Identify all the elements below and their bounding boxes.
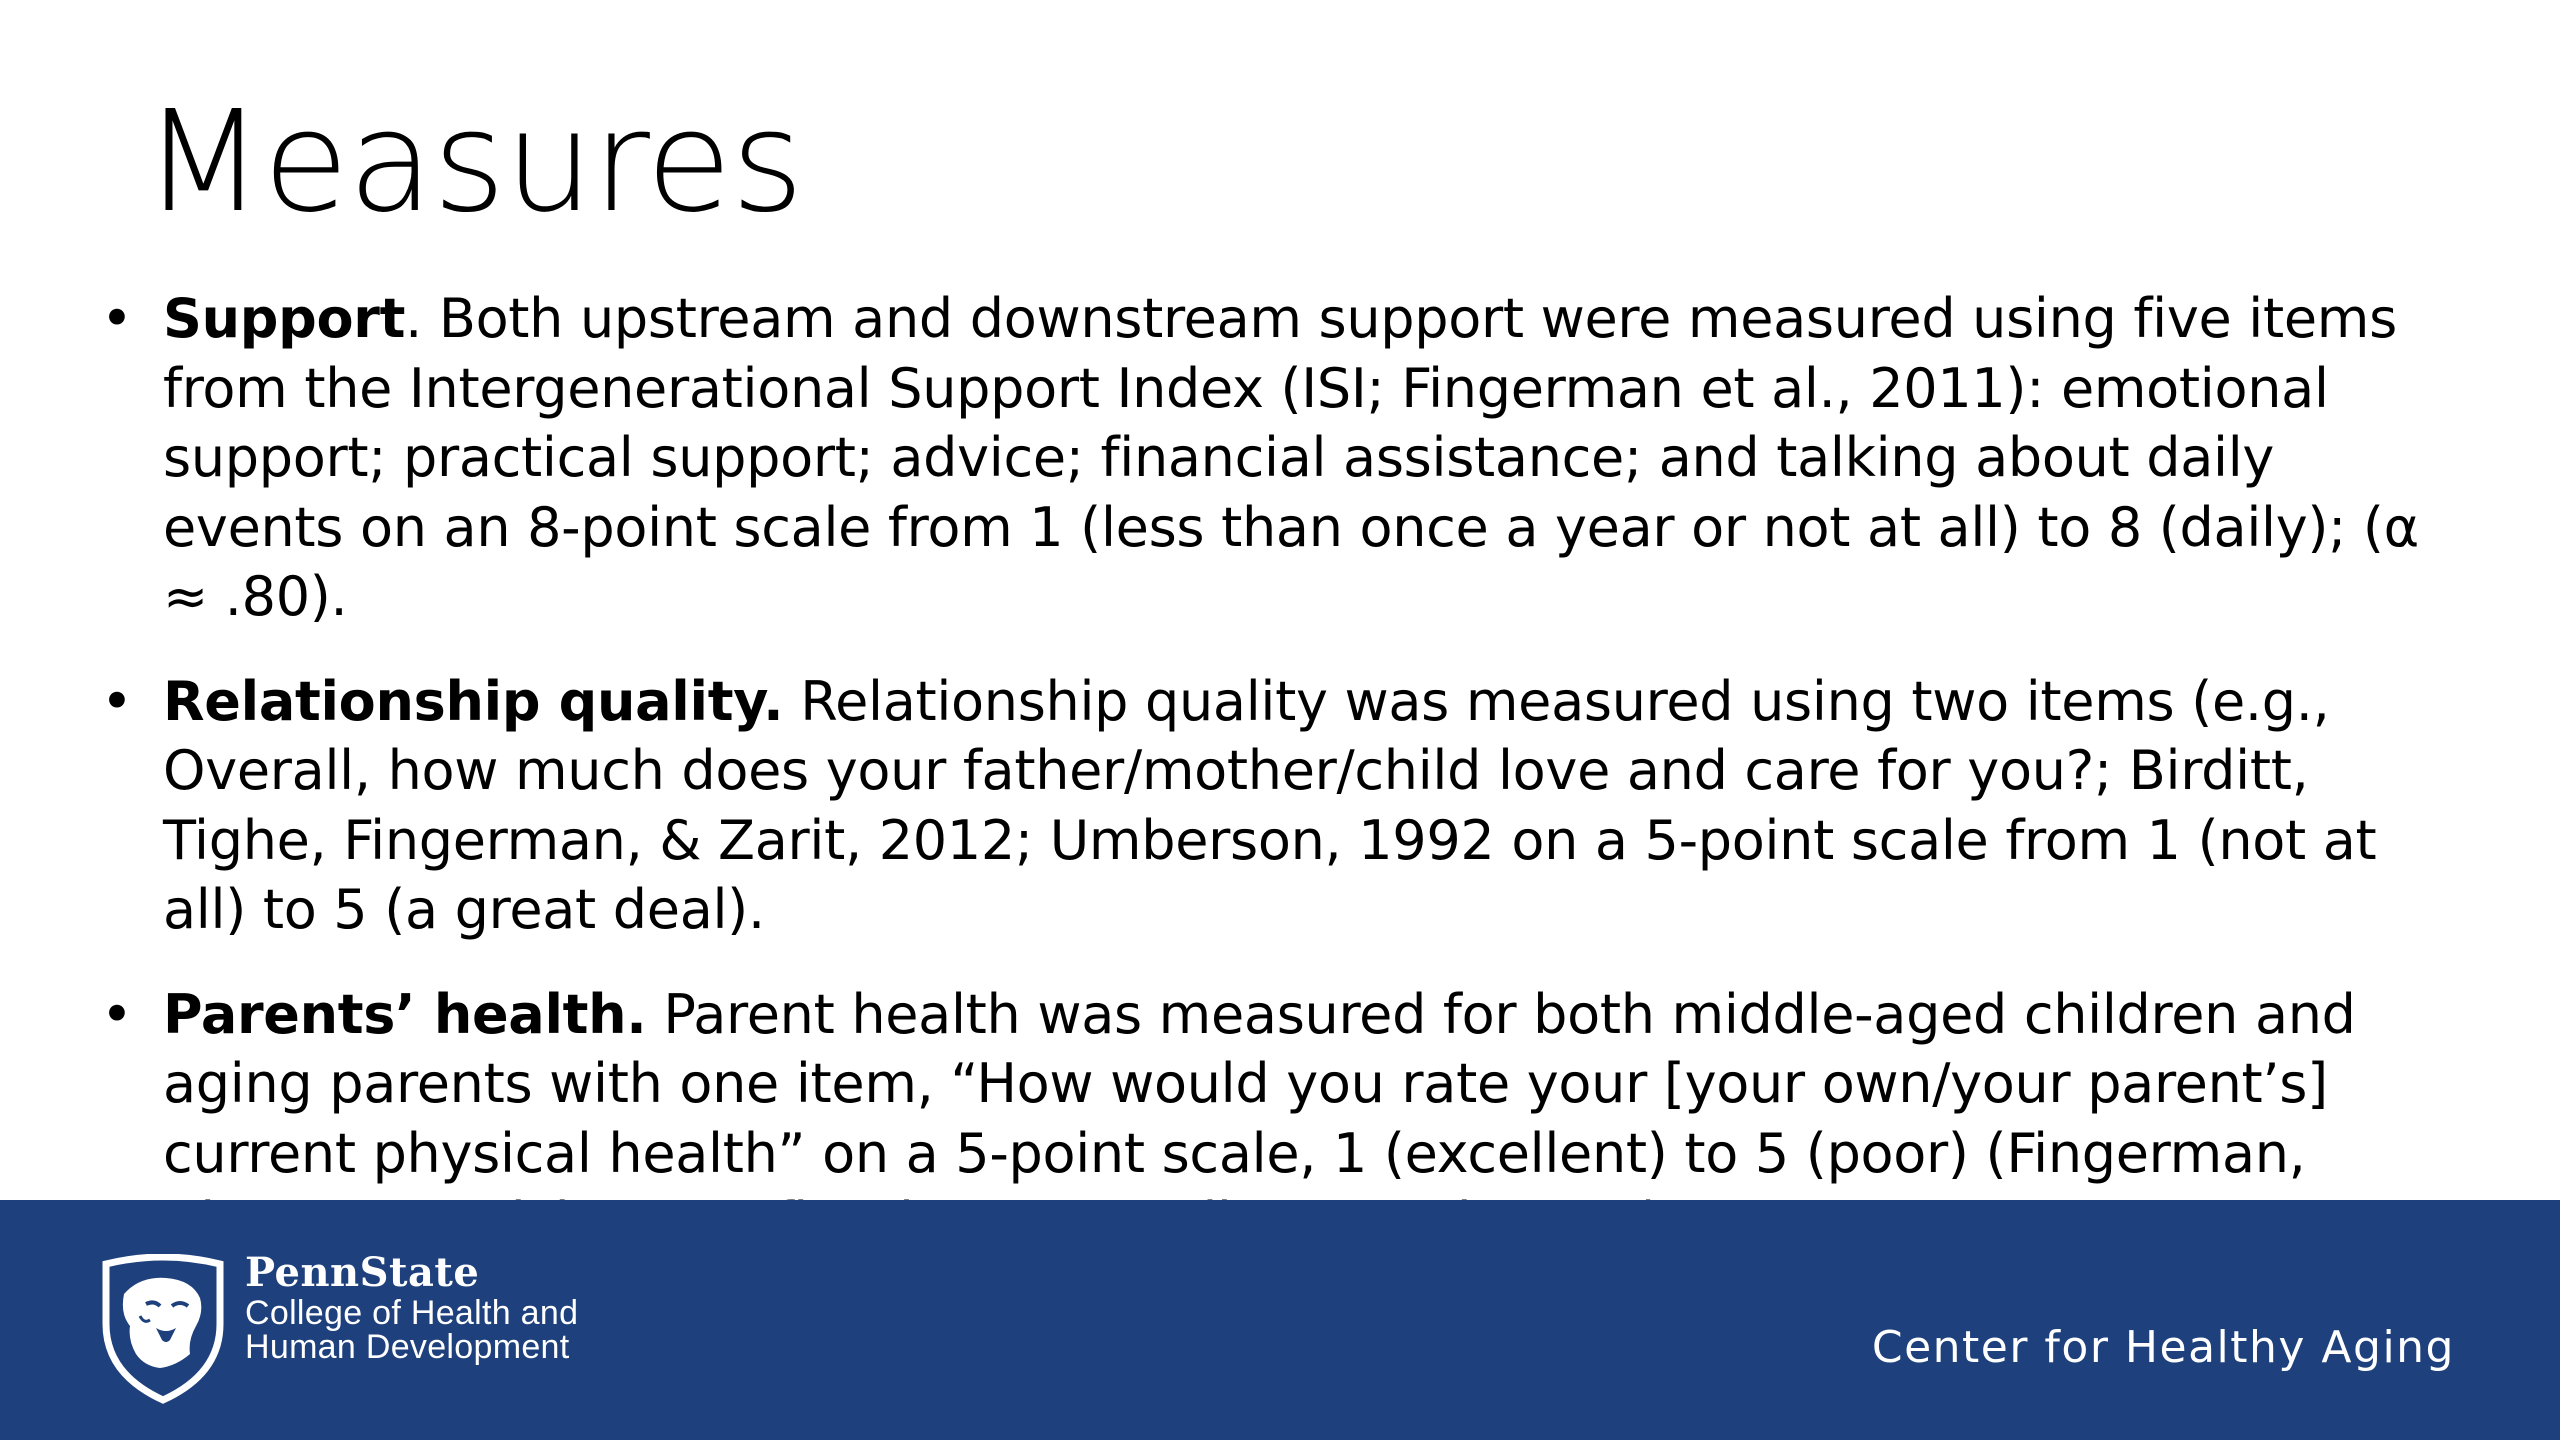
nittany-lion-shield-icon <box>100 1254 226 1404</box>
bullet-lead: Parents’ health. <box>163 982 647 1046</box>
bullet-dot-icon: • <box>101 669 133 733</box>
bullet-text: Parent health was measured for both middle-aged children and aging parents with one item, “How would you rate your [your own/your parent’s] current physical health” on a 5-point scale, 1 (excellent) to 5 (poor) (Fingerman, <box>163 982 2356 1185</box>
bullet-lead: Support <box>163 287 406 350</box>
bullet-dot-icon: • <box>101 287 133 350</box>
brand-name: PennState <box>245 1249 480 1296</box>
bullet-text: Relationship quality was measured using two items (e.g., Overall, how much does your father/mother/child love and care for you?; Birditt, Tighe, Fingerman, & Zarit, 2012; Umberson, 1992 on a 5-point scale from 1 (not at all) to 5 (a great deal). <box>163 669 2377 941</box>
bullet-list <box>95 284 2465 1293</box>
footer-bar <box>0 1200 2560 1440</box>
brand-line-2: Human Development <box>245 1328 570 1366</box>
bullet-text: . Both upstream and downstream support were measured using five items from the Intergenerational Support Index (ISI; Fingerman et al., 2011): emotional support; practical support; advice; financial assistance; and talking about daily events on an 8-point scale from 1 (less than once a year or not at all) to 8 (daily); (α ≈ .80). <box>163 287 2419 628</box>
bullet-relationship-quality <box>95 667 2465 945</box>
bullet-lead: Relationship quality. <box>163 669 784 733</box>
bullet-support <box>95 284 2465 632</box>
bullet-dot-icon: • <box>101 982 133 1046</box>
page-title: Measures <box>143 81 803 244</box>
brand-line-1: College of Health and <box>245 1294 579 1332</box>
center-name: Center for Healthy Aging <box>1871 1322 2455 1373</box>
brand-wordmark <box>245 1250 578 1364</box>
